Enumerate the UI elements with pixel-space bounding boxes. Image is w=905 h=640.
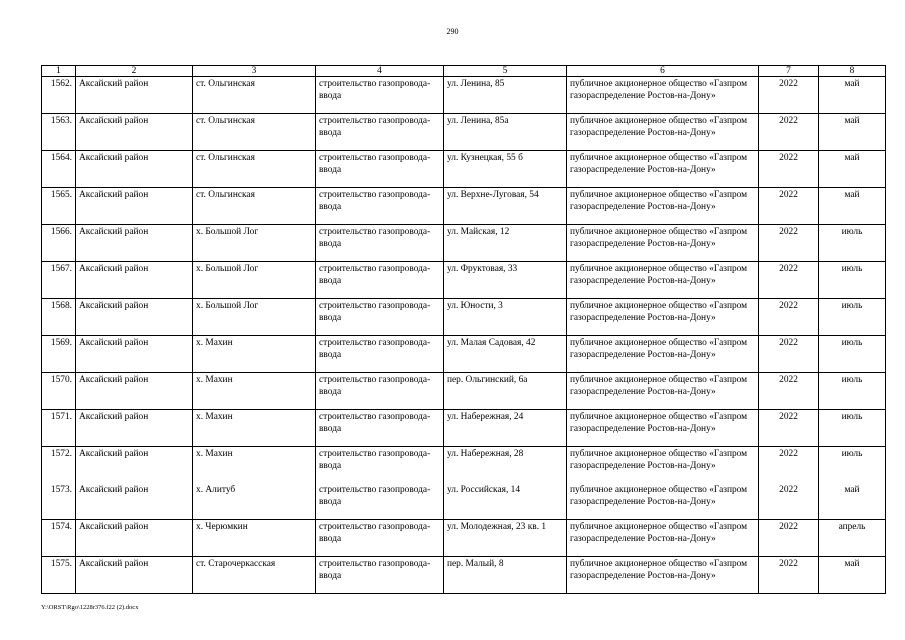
column-header: 6 <box>567 66 759 77</box>
district-cell: Аксайский район <box>76 373 193 410</box>
owner-cell: публичное акционерное общество «Газпром газораспределение Ростов-на-Дону» <box>567 520 759 557</box>
address-cell: пер. Ольгинский, 6а <box>444 373 567 410</box>
owner-cell: публичное акционерное общество «Газпром газораспределение Ростов-на-Дону» <box>567 262 759 299</box>
address-cell: ул. Ленина, 85 <box>444 77 567 114</box>
table-row <box>42 336 886 373</box>
gas-pipeline-table <box>41 65 886 594</box>
owner-cell: публичное акционерное общество «Газпром газораспределение Ростов-на-Дону» <box>567 77 759 114</box>
work-type-cell: строительство газопровода-ввода <box>316 410 444 447</box>
table-row <box>42 262 886 299</box>
row-number: 1568. <box>42 299 76 336</box>
address-cell: пер. Малый, 8 <box>444 557 567 594</box>
address-cell: ул. Майская, 12 <box>444 225 567 262</box>
row-number: 1563. <box>42 114 76 151</box>
row-number: 1575. <box>42 557 76 594</box>
work-type-cell: строительство газопровода-ввода <box>316 151 444 188</box>
row-number: 1573. <box>42 483 76 520</box>
work-type-cell: строительство газопровода-ввода <box>316 225 444 262</box>
address-cell: ул. Российская, 14 <box>444 483 567 520</box>
table-row <box>42 188 886 225</box>
district-cell: Аксайский район <box>76 557 193 594</box>
district-cell: Аксайский район <box>76 299 193 336</box>
work-type-cell: строительство газопровода-ввода <box>316 188 444 225</box>
address-cell: ул. Кузнецкая, 55 б <box>444 151 567 188</box>
settlement-cell: х. Большой Лог <box>193 262 316 299</box>
row-number: 1567. <box>42 262 76 299</box>
work-type-cell: строительство газопровода-ввода <box>316 336 444 373</box>
address-cell: ул. Малая Садовая, 42 <box>444 336 567 373</box>
month-cell: июль <box>819 336 886 373</box>
month-cell: июль <box>819 262 886 299</box>
district-cell: Аксайский район <box>76 447 193 484</box>
work-type-cell: строительство газопровода-ввода <box>316 447 444 484</box>
row-number: 1564. <box>42 151 76 188</box>
address-cell: ул. Набережная, 24 <box>444 410 567 447</box>
district-cell: Аксайский район <box>76 77 193 114</box>
month-cell: июль <box>819 373 886 410</box>
owner-cell: публичное акционерное общество «Газпром газораспределение Ростов-на-Дону» <box>567 373 759 410</box>
work-type-cell: строительство газопровода-ввода <box>316 520 444 557</box>
address-cell: ул. Ленина, 85а <box>444 114 567 151</box>
table-row <box>42 373 886 410</box>
year-cell: 2022 <box>759 447 819 484</box>
table-row <box>42 557 886 594</box>
district-cell: Аксайский район <box>76 336 193 373</box>
owner-cell: публичное акционерное общество «Газпром газораспределение Ростов-на-Дону» <box>567 114 759 151</box>
settlement-cell: х. Черюмкин <box>193 520 316 557</box>
row-number: 1570. <box>42 373 76 410</box>
row-number: 1565. <box>42 188 76 225</box>
work-type-cell: строительство газопровода-ввода <box>316 483 444 520</box>
column-header: 3 <box>193 66 316 77</box>
table-row <box>42 77 886 114</box>
month-cell: июль <box>819 299 886 336</box>
month-cell: июль <box>819 447 886 484</box>
owner-cell: публичное акционерное общество «Газпром газораспределение Ростов-на-Дону» <box>567 151 759 188</box>
settlement-cell: х. Махин <box>193 447 316 484</box>
month-cell: май <box>819 77 886 114</box>
address-cell: ул. Набережная, 28 <box>444 447 567 484</box>
address-cell: ул. Фруктовая, 33 <box>444 262 567 299</box>
address-cell: ул. Верхне-Луговая, 54 <box>444 188 567 225</box>
work-type-cell: строительство газопровода-ввода <box>316 299 444 336</box>
district-cell: Аксайский район <box>76 114 193 151</box>
year-cell: 2022 <box>759 483 819 520</box>
year-cell: 2022 <box>759 557 819 594</box>
work-type-cell: строительство газопровода-ввода <box>316 373 444 410</box>
column-header: 2 <box>76 66 193 77</box>
year-cell: 2022 <box>759 77 819 114</box>
row-number: 1574. <box>42 520 76 557</box>
table-row <box>42 410 886 447</box>
table-row <box>42 225 886 262</box>
row-number: 1569. <box>42 336 76 373</box>
table-row <box>42 483 886 520</box>
header-row <box>42 66 886 77</box>
settlement-cell: ст. Ольгинская <box>193 188 316 225</box>
row-number: 1566. <box>42 225 76 262</box>
row-number: 1571. <box>42 410 76 447</box>
work-type-cell: строительство газопровода-ввода <box>316 262 444 299</box>
owner-cell: публичное акционерное общество «Газпром газораспределение Ростов-на-Дону» <box>567 447 759 484</box>
settlement-cell: х. Алитуб <box>193 483 316 520</box>
month-cell: май <box>819 188 886 225</box>
work-type-cell: строительство газопровода-ввода <box>316 557 444 594</box>
owner-cell: публичное акционерное общество «Газпром газораспределение Ростов-на-Дону» <box>567 299 759 336</box>
work-type-cell: строительство газопровода-ввода <box>316 77 444 114</box>
year-cell: 2022 <box>759 114 819 151</box>
column-header: 7 <box>759 66 819 77</box>
district-cell: Аксайский район <box>76 410 193 447</box>
year-cell: 2022 <box>759 336 819 373</box>
owner-cell: публичное акционерное общество «Газпром газораспределение Ростов-на-Дону» <box>567 336 759 373</box>
district-cell: Аксайский район <box>76 483 193 520</box>
settlement-cell: ст. Ольгинская <box>193 77 316 114</box>
row-number: 1562. <box>42 77 76 114</box>
year-cell: 2022 <box>759 373 819 410</box>
column-header: 1 <box>42 66 76 77</box>
district-cell: Аксайский район <box>76 262 193 299</box>
district-cell: Аксайский район <box>76 225 193 262</box>
owner-cell: публичное акционерное общество «Газпром газораспределение Ростов-на-Дону» <box>567 188 759 225</box>
year-cell: 2022 <box>759 299 819 336</box>
owner-cell: публичное акционерное общество «Газпром газораспределение Ростов-на-Дону» <box>567 410 759 447</box>
table-row <box>42 299 886 336</box>
district-cell: Аксайский район <box>76 151 193 188</box>
year-cell: 2022 <box>759 410 819 447</box>
month-cell: май <box>819 557 886 594</box>
work-type-cell: строительство газопровода-ввода <box>316 114 444 151</box>
district-cell: Аксайский район <box>76 520 193 557</box>
month-cell: июль <box>819 225 886 262</box>
settlement-cell: х. Махин <box>193 373 316 410</box>
year-cell: 2022 <box>759 151 819 188</box>
year-cell: 2022 <box>759 188 819 225</box>
month-cell: май <box>819 114 886 151</box>
settlement-cell: х. Махин <box>193 410 316 447</box>
table-row <box>42 151 886 188</box>
district-cell: Аксайский район <box>76 188 193 225</box>
settlement-cell: ст. Ольгинская <box>193 151 316 188</box>
column-header: 4 <box>316 66 444 77</box>
settlement-cell: ст. Ольгинская <box>193 114 316 151</box>
owner-cell: публичное акционерное общество «Газпром газораспределение Ростов-на-Дону» <box>567 557 759 594</box>
table-row <box>42 520 886 557</box>
settlement-cell: х. Махин <box>193 336 316 373</box>
table-row <box>42 447 886 484</box>
owner-cell: публичное акционерное общество «Газпром газораспределение Ростов-на-Дону» <box>567 483 759 520</box>
table-row <box>42 114 886 151</box>
address-cell: ул. Молодежная, 23 кв. 1 <box>444 520 567 557</box>
settlement-cell: ст. Старочеркасская <box>193 557 316 594</box>
month-cell: май <box>819 483 886 520</box>
year-cell: 2022 <box>759 225 819 262</box>
settlement-cell: х. Большой Лог <box>193 299 316 336</box>
year-cell: 2022 <box>759 262 819 299</box>
month-cell: июль <box>819 410 886 447</box>
row-number: 1572. <box>42 447 76 484</box>
month-cell: апрель <box>819 520 886 557</box>
footer-file-path: Y:\ORST\Rgo\1228r376.f22 (2).docx <box>41 604 139 611</box>
month-cell: май <box>819 151 886 188</box>
address-cell: ул. Юности, 3 <box>444 299 567 336</box>
page-number: 290 <box>446 27 459 36</box>
owner-cell: публичное акционерное общество «Газпром газораспределение Ростов-на-Дону» <box>567 225 759 262</box>
column-header: 5 <box>444 66 567 77</box>
settlement-cell: х. Большой Лог <box>193 225 316 262</box>
column-header: 8 <box>819 66 886 77</box>
year-cell: 2022 <box>759 520 819 557</box>
